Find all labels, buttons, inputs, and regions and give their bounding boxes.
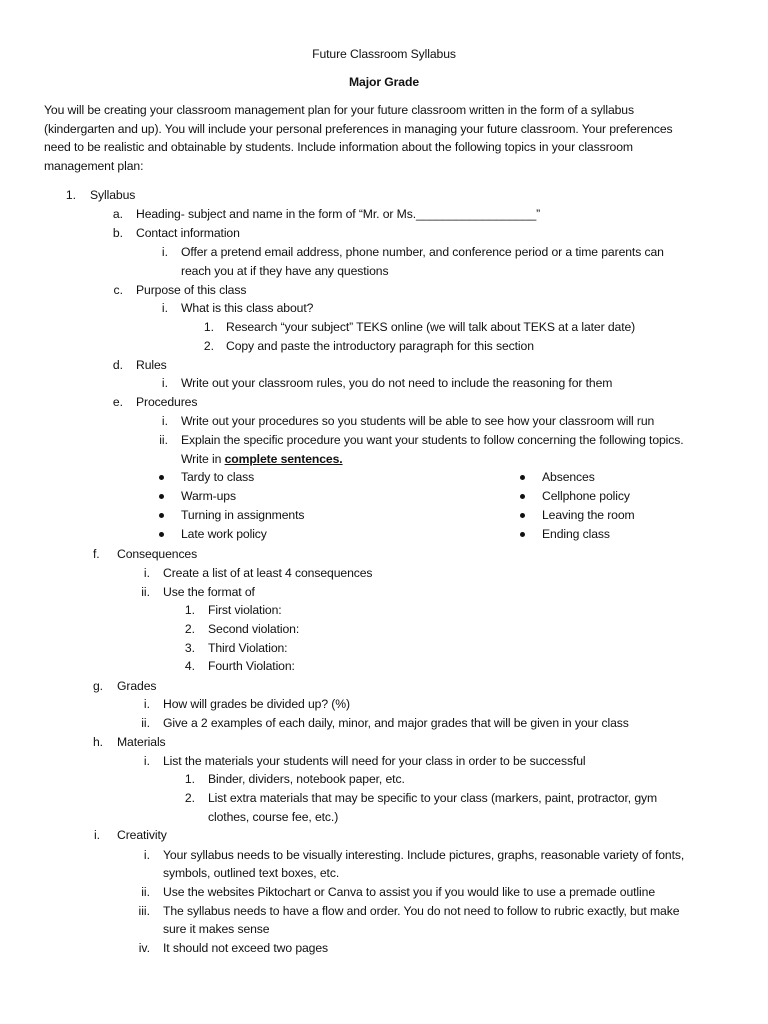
item-d-label: Rules	[136, 358, 167, 372]
item-f-2-marker: 2.	[184, 622, 195, 636]
item-f-label: Consequences	[117, 547, 198, 561]
item-h-i-text: List the materials your students will need for your class in order to be successful	[163, 754, 586, 768]
item-e-ii-line-1: Explain the specific procedure you want your students to follow concerning the following topics.	[181, 433, 684, 447]
bullet-left-3: Turning in assignments	[181, 508, 305, 522]
bullet-left-2: Warm-ups	[181, 489, 236, 503]
item-i-iii-line-1: The syllabus needs to have a flow and order. You do not need to follow to rubric exactly, but make	[163, 904, 680, 918]
document-subtitle: Major Grade	[348, 75, 419, 89]
item-i-i-marker: i.	[143, 848, 150, 862]
bullet-dot	[520, 532, 525, 537]
item-i-iii-marker: iii.	[138, 904, 150, 918]
item-f-ii-text: Use the format of	[163, 585, 255, 599]
item-e-ii-marker: ii.	[159, 433, 168, 447]
item-i-ii-text: Use the websites Piktochart or Canva to assist you if you would like to use a premade outline	[163, 885, 656, 899]
item-i-i-line-2: symbols, outlined text boxes, etc.	[163, 866, 340, 880]
item-f-2-text: Second violation:	[208, 622, 300, 636]
bullet-right-4: Ending class	[542, 527, 610, 541]
item-h-marker: h.	[93, 735, 103, 749]
bullet-dot	[159, 494, 164, 499]
item-f-ii-marker: ii.	[141, 585, 150, 599]
item-f-3-text: Third Violation:	[208, 641, 288, 655]
item-f-4-marker: 4.	[184, 659, 195, 673]
item-f-1-text: First violation:	[208, 603, 282, 617]
item-i-label: Creativity	[117, 828, 167, 842]
bullet-left-1: Tardy to class	[181, 470, 255, 484]
item-i-ii-marker: ii.	[141, 885, 150, 899]
item-b-marker: b.	[112, 226, 123, 240]
document-title: Future Classroom Syllabus	[312, 47, 456, 61]
intro-line-2: (kindergarten and up). You will include your personal preferences in managing your future classroom. Your preferences	[44, 122, 673, 136]
bullet-dot	[159, 513, 164, 518]
item-h-label: Materials	[117, 735, 166, 749]
section-1-label: Syllabus	[90, 188, 136, 202]
item-h-2-line-1: List extra materials that may be specific to your class (markers, paint, protractor, gym	[208, 791, 658, 805]
item-h-1-text: Binder, dividers, notebook paper, etc.	[208, 772, 405, 786]
section-1-number: 1.	[65, 188, 76, 202]
bullet-right-1: Absences	[542, 470, 595, 484]
item-i-iii-line-2: sure it makes sense	[163, 922, 270, 936]
item-f-i-marker: i.	[143, 566, 150, 580]
intro-line-3: need to be realistic and obtainable by students. Include information about the following topics in your classroom	[44, 140, 633, 154]
item-g-ii-marker: ii.	[141, 716, 150, 730]
item-d-marker: d.	[112, 358, 123, 372]
intro-line-1: You will be creating your classroom management plan for your future classroom written in the form of a syllabus	[44, 103, 634, 117]
item-c-1-text: Research “your subject” TEKS online (we will talk about TEKS at a later date)	[226, 320, 636, 334]
bullet-dot	[159, 475, 164, 480]
item-b-i-line-1: Offer a pretend email address, phone number, and conference period or a time parents can	[181, 245, 664, 259]
item-b-i-marker: i.	[161, 245, 168, 259]
item-i-i-line-1: Your syllabus needs to be visually interesting. Include pictures, graphs, reasonable variety of fonts,	[163, 848, 685, 862]
intro-line-4: management plan:	[44, 159, 144, 173]
item-d-i-text: Write out your classroom rules, you do not need to include the reasoning for them	[181, 376, 613, 390]
item-e-i-text: Write out your procedures so you students will be able to see how your classroom will run	[181, 414, 655, 428]
item-i-marker: i.	[94, 828, 100, 842]
item-c-i-marker: i.	[161, 301, 168, 315]
item-h-2-line-2: clothes, course fee, etc.)	[208, 810, 339, 824]
item-f-1-marker: 1.	[184, 603, 195, 617]
item-g-label: Grades	[117, 679, 157, 693]
bullet-dot	[520, 494, 525, 499]
bullet-dot	[520, 513, 525, 518]
item-e-ii-line-2	[181, 450, 343, 468]
item-i-iv-marker: iv.	[138, 941, 150, 955]
item-e-label: Procedures	[136, 395, 198, 409]
item-c-i-text: What is this class about?	[181, 301, 314, 315]
item-e-marker: e.	[112, 395, 123, 409]
item-f-4-text: Fourth Violation:	[208, 659, 295, 673]
item-a-marker: a.	[112, 207, 123, 221]
item-e-ii-prefix: Write in	[181, 452, 225, 466]
item-h-i-marker: i.	[143, 754, 150, 768]
bullet-dot	[159, 532, 164, 537]
item-a-text: Heading- subject and name in the form of “Mr. or Ms.__________________”	[136, 207, 541, 221]
item-e-i-marker: i.	[161, 414, 168, 428]
item-b-i-line-2: reach you at if they have any questions	[181, 264, 389, 278]
item-h-1-marker: 1.	[184, 772, 195, 786]
item-c-label: Purpose of this class	[136, 283, 247, 297]
bullet-dot	[520, 475, 525, 480]
item-g-i-marker: i.	[143, 697, 150, 711]
item-g-i-text: How will grades be divided up? (%)	[163, 697, 350, 711]
bullet-right-3: Leaving the room	[542, 508, 635, 522]
item-e-ii-emphasis: complete sentences.	[224, 452, 343, 466]
bullet-right-2: Cellphone policy	[542, 489, 630, 503]
item-f-3-marker: 3.	[184, 641, 195, 655]
item-f-i-text: Create a list of at least 4 consequences	[163, 566, 373, 580]
item-g-ii-text: Give a 2 examples of each daily, minor, and major grades that will be given in your class	[163, 716, 629, 730]
item-f-marker: f.	[93, 547, 100, 561]
bullet-left-4: Late work policy	[181, 527, 267, 541]
item-c-2-text: Copy and paste the introductory paragraph for this section	[226, 339, 534, 353]
item-h-2-marker: 2.	[184, 791, 195, 805]
item-b-label: Contact information	[136, 226, 240, 240]
item-g-marker: g.	[93, 679, 103, 693]
item-d-i-marker: i.	[161, 376, 168, 390]
item-c-marker: c.	[113, 283, 123, 297]
item-c-2-marker: 2.	[203, 339, 214, 353]
item-c-1-marker: 1.	[203, 320, 214, 334]
item-i-iv-text: It should not exceed two pages	[163, 941, 329, 955]
